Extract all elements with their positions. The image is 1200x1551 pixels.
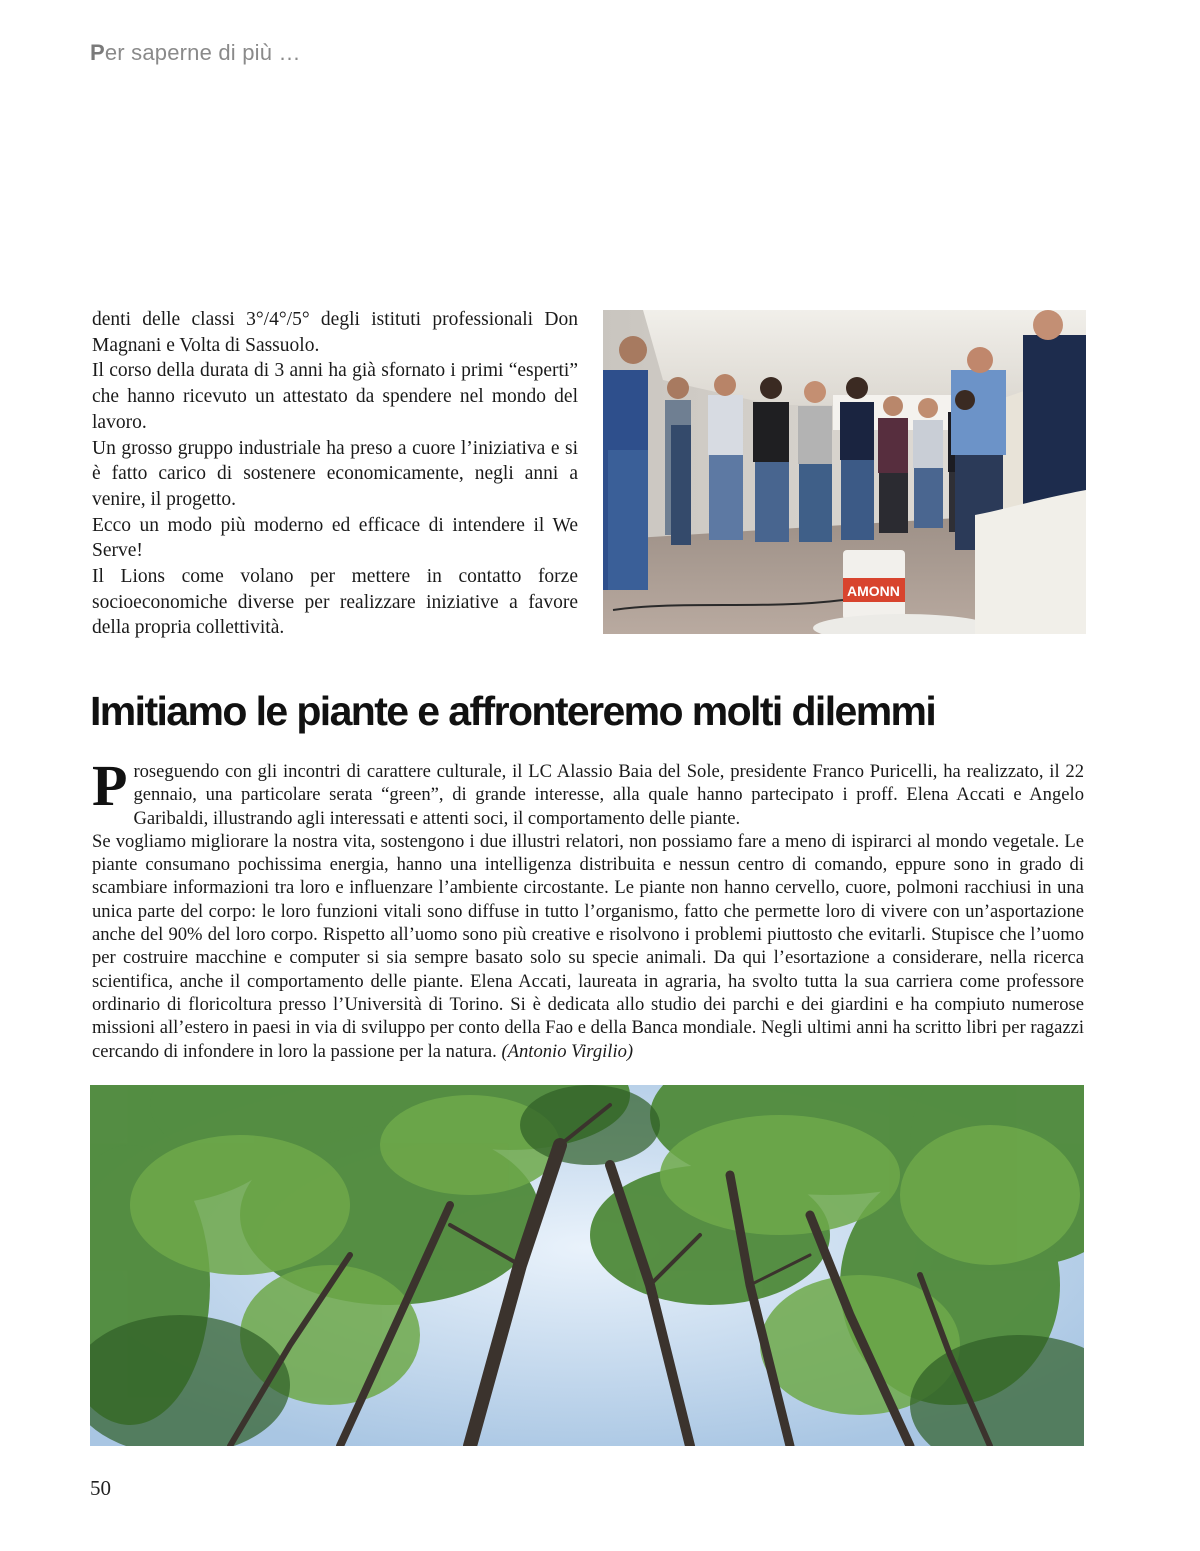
intro-paragraph: Il corso della durata di 3 anni ha già sfornato i primi “esperti” che hanno ricevuto un attestato da spendere nel mondo del lavoro. xyxy=(92,360,578,433)
bucket-label: AMONN xyxy=(847,583,900,599)
article-paragraph-text: roseguendo con gli incontri di carattere culturale, il LC Alassio Baia del Sole, presidente Franco Puricelli, ha realizzato, il 22 gennaio, una particolare serata “green”, di grande interesse, alla quale hanno partecipato i proff. Elena Accati e Angelo Garibaldi, illustrando agli interessati e attenti soci, il comportamento delle piante. xyxy=(133,761,1084,829)
running-header xyxy=(90,40,301,66)
article-paragraph xyxy=(92,830,1084,1063)
intro-paragraph: Il Lions come volano per mettere in contatto forze socioeconomiche diverse per realizzare iniziative a favore della propria collettività. xyxy=(92,566,578,639)
article-author: (Antonio Virgilio) xyxy=(501,1040,634,1062)
intro-paragraph: Ecco un modo più moderno ed efficace di intendere il We Serve! xyxy=(92,514,578,562)
running-header-cap: P xyxy=(90,40,105,65)
article-body xyxy=(92,753,1084,1063)
article-paragraph xyxy=(92,753,1084,830)
article-paragraph-text: Se vogliamo migliorare la nostra vita, sostengono i due illustri relatori, non possiamo fare a meno di ispirarci al mondo vegetale. Le piante consumano pochissima energia, hanno una intelligenza distribuita e nessun centro di comando, eppure sono in grado di scambiare informazioni tra loro e influenzare l’ambiente circostante. Le piante non hanno cervello, cuore, polmoni racchiusi in una unica parte del corpo: le loro funzioni vitali sono diffuse in tutto l’organismo, fatto che permette loro di vivere con un’asportazione anche del 90% del loro corpo. Rispetto all’uomo sono più creative e risolvono i problemi piuttosto che evitarli. Stupisce che l’uomo per costruire macchine e computer si sia sempre basato solo su specie animali. Da qui l’esortazione a considerare, nella ricerca scientifica, anche il comportamento delle piante. Elena Accati, laureata in agraria, ha svolto tutta la sua carriera come professore ordinario di floricoltura presso l’Università di Torino. Si è dedicata allo studio dei parchi e dei giardini e ha compiuto numerose missioni all’estero in paesi in via di sviluppo per conto della Fao e della Banca mondiale. Negli ultimi anni ha scritto libri per ragazzi cercando di infondere in loro la passione per la natura. xyxy=(92,830,1084,1062)
forest-canopy-photo xyxy=(90,1085,1084,1446)
students-photo xyxy=(603,310,1086,634)
intro-paragraph: Un grosso gruppo industriale ha preso a cuore l’iniziativa e si è fatto carico di sostenere economicamente, negli anni a venire, il progetto. xyxy=(92,437,578,510)
intro-column xyxy=(92,307,578,641)
page-number: 50 xyxy=(90,1476,111,1500)
article-title: Imitiamo le piante e affronteremo molti dilemmi xyxy=(90,688,936,734)
drop-cap: P xyxy=(92,753,128,818)
intro-paragraph: denti delle classi 3°/4°/5° degli istituti professionali Don Magnani e Volta di Sassuolo. xyxy=(92,309,578,356)
running-header-text: er saperne di più … xyxy=(104,40,301,65)
